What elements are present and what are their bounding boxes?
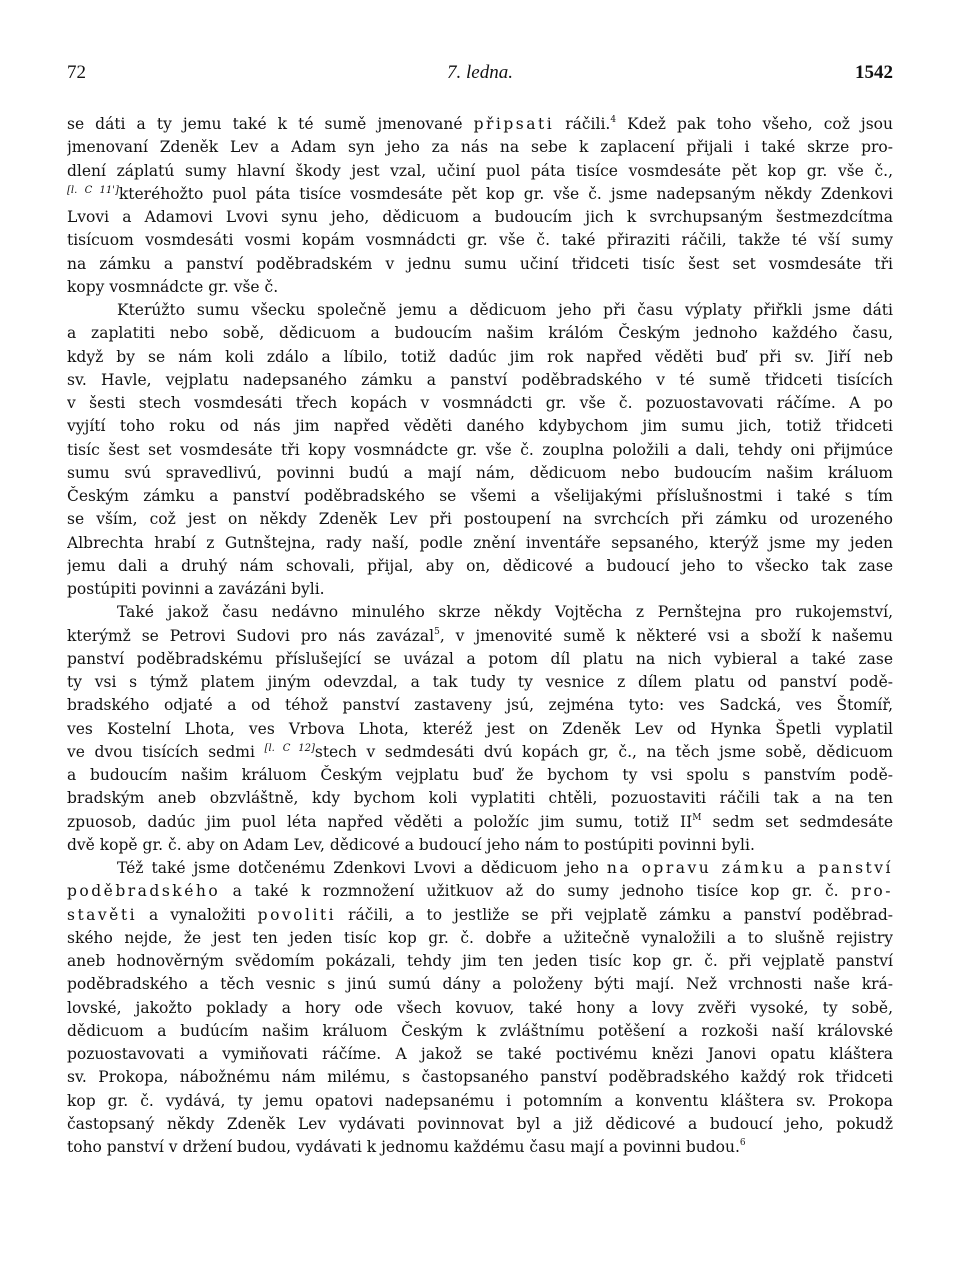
year-marker: 1542 <box>855 62 893 83</box>
superscript-marker: M <box>692 812 702 823</box>
text-line: panství poděbradskému příslušející se uvázal a potom díl platu na nich vybieral a také zase <box>67 649 893 668</box>
text-line: častopsaný někdy Zdeněk Lev vydávati povinnovat byl a již dědicové a budoucí jeho, pokudž <box>67 1114 893 1133</box>
text-line: se dáti a ty jemu také k té sumě jmenované připsati ráčili.$^4$ Kdež pak toho všeho, což jsou <box>67 115 893 133</box>
text-line: dvě kopě gr. č. aby on Adam Lev, dědicové a budoucí jeho nám to postúpiti povinni byli. <box>67 835 755 854</box>
text-line: toho panství v držení budou, vydávati k jednomu každému času mají a povinni budou.$^6$ <box>67 1138 746 1156</box>
text-line: pozuostavovati a vymiňovati ráčíme. A jakož se také poctivému knězi Janovi opatu kláštera <box>67 1045 893 1063</box>
text-line: sumu svú spravedlivú, povinni budú a mají nám, dědicuom nebo budoucím našim králuom <box>67 463 893 482</box>
footnote-marker: 6 <box>739 1138 746 1148</box>
text-line: poděbradského a také k rozmnožení užitkuov až do sumy jednoho tisíce kop gr. č. pro- <box>67 882 893 901</box>
text-line: jmenovaní Zdeněk Lev a Adam syn jeho za nás na sebe k zaplacení přijali i také skrze pro- <box>67 138 893 157</box>
text-line: když by se nám koli zdálo a líbilo, totiž dadúc jim rok napřed věděti buď při sv. Jiří neb <box>67 347 893 366</box>
running-header <box>67 62 893 88</box>
footnote-marker: 5 <box>434 626 440 637</box>
text-line: dlení záplatú sumy hlavní škody jest vzal, učiní puol páta tisíce vosmdesáte pět kop gr. vše č., <box>67 161 893 180</box>
folio-marker: [l. C 11'] <box>67 184 119 196</box>
text-line: jemu dali a druhý nám schovali, přijal, aby on, dědicové a budoucí jeho to všecko tak zase <box>67 556 893 575</box>
page-number: 72 <box>67 62 86 83</box>
text-line: Lvovi a Adamovi Lvovi synu jeho, dědicuom a budoucím jich k svrchupsaným šestmezdcítma <box>67 208 893 226</box>
text-line: postúpiti povinni a zavázáni byli. <box>67 580 325 598</box>
text-line: v šesti stech vosmdesáti třech kopách v vosmnádcti gr. vše č. pozuostavovati ráčíme. A po <box>67 394 893 412</box>
text-line: [l. C 11']kteréhožto puol páta tisíce vosmdesáte pět kop gr. vše č. jsme nadepsaným někdy Zdenkovi <box>67 184 893 203</box>
document-body <box>67 113 893 1159</box>
text-line: Českým zámku a panství poděbradského se všemi a všelijakými příslušnostmi i také s tím <box>67 487 893 505</box>
text-line: na zámku a panství poděbradském v jednu sumu učiní třidceti tisíc šest set vosmdesáte tři <box>67 254 893 273</box>
text-line: ského nejde, že jest ten jeden tisíc kop gr. č. dobře a užitečně vynaložili a to slušně rejistry <box>67 928 893 947</box>
text-line: a budoucím našim králuom Českým vejplatu buď že bychom ty vsi spolu s panstvím podě- <box>67 766 893 784</box>
paragraph-start: Kterúžto sumu všecku společně jemu a dědicuom jeho při času výplaty přiřkli jsme dáti <box>117 301 893 319</box>
text-line: kterýmž se Petrovi Sudovi pro nás zavázal$^5$, v jmenovité sumě k některé vsi a sboží k našemu <box>67 626 893 645</box>
running-title-date: 7. ledna. <box>447 62 513 83</box>
text-line: zpuosob, dadúc jim puol léta napřed věděti a položíc jim sumu, totiž $II^M$ sedm set sedmdesáte <box>67 812 893 831</box>
text-line: dědicuom a budúcím našim králuom Českým k zvláštnímu potěšení a rozkoši naší královské <box>67 1021 893 1040</box>
text-line: Albrechta hrabí z Gutnštejna, rady naší, podle znění inventáře sepsaného, kterýž jsme my jeden <box>67 533 893 552</box>
text-line: sv. Havle, vejplatu nadepsaného zámku a panství poděbradského v té sumě třidceti tisících <box>67 370 893 389</box>
text-line: kop gr. č. vydává, ty jemu opatovi nadepsanému i potomním a konventu kláštera sv. Prokopa <box>67 1091 893 1110</box>
folio-marker: [l. C 12] <box>264 742 315 754</box>
text-line: kopy vosmnádcte gr. vše č. <box>67 277 279 296</box>
text-line: bradským aneb obzvláštně, kdy bychom koli vyplatiti chtěli, pozuostaviti ráčili tak a na ten <box>67 789 893 808</box>
text-line: stavěti a vynaložiti povoliti ráčili, a to jestliže se při vejplatě zámku a panství poděbrad- <box>67 905 893 924</box>
paragraph-start: Také jakož času nedávno minulého skrze někdy Vojtěcha z Pernštejna pro rukojemství, <box>117 603 893 622</box>
text-line: tisícuom vosmdesáti vosmi kopám vosmnádcti gr. vše č. také přiraziti ráčili, takže té vší sumy <box>67 231 893 250</box>
text-line: lovské, jakožto poklady a hory ode všech kovuov, také hony a lovy zvěři vysoké, ty sobě, <box>67 998 893 1017</box>
text-line: se vším, což jest on někdy Zdeněk Lev při postoupení na svrchcích při zámku od urozeného <box>67 510 893 529</box>
text-line: bradského odjaté a od téhož panství zastaveny jsú, zejména tyto: ves Sadcká, ves Štomíř, <box>67 696 893 715</box>
text-line: ves Kostelní Lhota, ves Vrbova Lhota, kteréž jest on Zdeněk Lev od Hynka Špetli vyplatil <box>67 719 893 738</box>
text-line: ty vsi s týmž platem jiným odevzdal, a tak tudy ty vesnice z dílem platu od panství podě- <box>67 673 893 691</box>
text-line: a zaplatiti nebo sobě, dědicuom a budoucím našim králóm Českým jednoho každého času, <box>67 324 893 343</box>
text-line: vyjítí toho roku od nás jim napřed věděti daného kdybychom jim sumu jich, totiž třidceti <box>67 417 893 436</box>
text-line: tisíc šest set vosmdesáte tři kopy vosmnádcte gr. vše č. zouplna položili a dali, tehdy oni přijmúce <box>67 440 893 459</box>
text-line: aneb hodnověrným svědomím pokázali, tehdy jim ten jeden tisíc kop gr. č. při vejplatě panství <box>67 952 893 970</box>
text-line: sv. Prokopa, nábožnému nám milému, s častopsaného panství poděbradského každý rok třidceti <box>67 1068 893 1087</box>
footnote-marker: 4 <box>610 115 617 125</box>
text-line: poděbradského a těch vesnic s jinú sumú dány a položeny býti mají. Než vrchnosti naše krá- <box>67 975 893 994</box>
paragraph-start: Též také jsme dotčenému Zdenkovi Lvovi a dědicuom jeho na opravu zámku a panství <box>117 859 893 877</box>
text-line: ve dvou tisících sedmi [l. C 12]stech v sedmdesáti dvú kopách gr, č., na těch jsme sobě, dědicuom <box>67 742 893 761</box>
